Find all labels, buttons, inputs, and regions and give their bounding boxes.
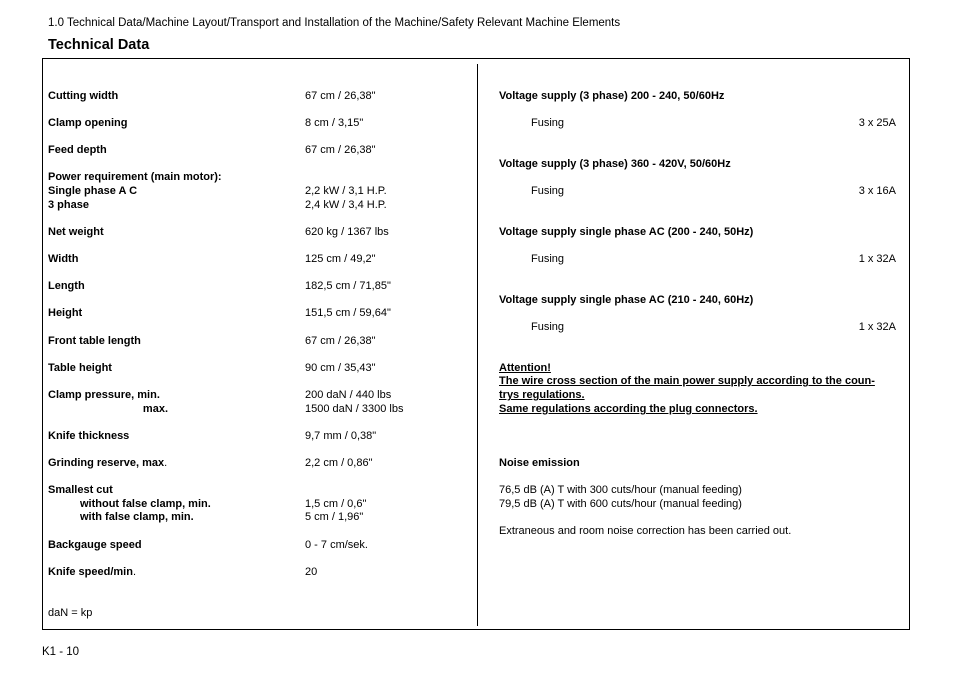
spec-label-with-false-clamp: with false clamp, min. <box>80 511 194 523</box>
spec-label-cutting-width: Cutting width <box>48 90 119 102</box>
spec-value-height: 151,5 cm / 59,64" <box>305 307 391 319</box>
spec-label-three-phase: 3 phase <box>48 199 89 211</box>
breadcrumb: 1.0 Technical Data/Machine Layout/Transport and Installation of the Machine/Safety Relevant Machine Elements <box>48 17 621 29</box>
spec-label-without-false-clamp: without false clamp, min. <box>80 498 211 510</box>
spec-label-length: Length <box>48 280 85 292</box>
spec-value-net-weight: 620 kg / 1367 lbs <box>305 226 389 238</box>
footnote-dan-kp: daN = kp <box>48 607 93 619</box>
spec-value-cutting-width: 67 cm / 26,38" <box>305 90 376 102</box>
spec-value-length: 182,5 cm / 71,85" <box>305 280 391 292</box>
spec-label-clamp-pressure-min: Clamp pressure, min. <box>48 389 160 401</box>
fusing-value-3: 1 x 32A <box>858 253 896 265</box>
noise-line-1: 76,5 dB (A) T with 300 cuts/hour (manual feeding) <box>499 484 742 496</box>
spec-value-width: 125 cm / 49,2" <box>305 253 376 265</box>
spec-label-net-weight: Net weight <box>48 226 104 238</box>
voltage-supply-label-1: Voltage supply (3 phase) 200 - 240, 50/60Hz <box>499 90 725 102</box>
spec-label-grinding-reserve: Grinding reserve, max. <box>48 457 168 469</box>
spec-value-single-phase: 2,2 kW / 3,1 H.P. <box>305 185 387 197</box>
fusing-value-4: 1 x 32A <box>858 321 896 333</box>
fusing-label-4: Fusing <box>531 321 565 333</box>
noise-line-2: 79,5 dB (A) T with 600 cuts/hour (manual feeding) <box>499 498 742 510</box>
spec-label-knife-speed: Knife speed/min. <box>48 566 137 578</box>
spec-value-feed-depth: 67 cm / 26,38" <box>305 144 376 156</box>
page-number: K1 - 10 <box>42 646 80 658</box>
voltage-supply-label-3: Voltage supply single phase AC (200 - 240, 50Hz) <box>499 226 754 238</box>
spec-value-grinding-reserve: 2,2 cm / 0,86" <box>305 457 373 469</box>
spec-label-width: Width <box>48 253 79 265</box>
spec-label-backgauge-speed: Backgauge speed <box>48 539 142 551</box>
voltage-supply-label-2: Voltage supply (3 phase) 360 - 420V, 50/60Hz <box>499 158 731 170</box>
spec-value-without-false-clamp: 1,5 cm / 0,6" <box>305 498 367 510</box>
spec-value-with-false-clamp: 5 cm / 1,96" <box>305 511 364 523</box>
spec-value-clamp-pressure-min: 200 daN / 440 lbs <box>305 389 392 401</box>
spec-value-table-height: 90 cm / 35,43" <box>305 362 376 374</box>
spec-label-power-requirement: Power requirement (main motor): <box>48 171 222 183</box>
fusing-label-2: Fusing <box>531 185 565 197</box>
spec-label-height: Height <box>48 307 83 319</box>
fusing-label-3: Fusing <box>531 253 565 265</box>
spec-label-clamp-opening: Clamp opening <box>48 117 128 129</box>
spec-label-feed-depth: Feed depth <box>48 144 107 156</box>
fusing-value-1: 3 x 25A <box>858 117 896 129</box>
fusing-label-1: Fusing <box>531 117 565 129</box>
spec-value-three-phase: 2,4 kW / 3,4 H.P. <box>305 199 387 211</box>
spec-label-single-phase: Single phase A C <box>48 185 138 197</box>
page-title: Technical Data <box>48 37 150 53</box>
spec-frame <box>42 58 910 630</box>
spec-value-backgauge-speed: 0 - 7 cm/sek. <box>305 539 368 551</box>
spec-label-knife-thickness: Knife thickness <box>48 430 130 442</box>
fusing-value-2: 3 x 16A <box>858 185 896 197</box>
spec-value-clamp-pressure-max: 1500 daN / 3300 lbs <box>305 403 404 415</box>
spec-value-knife-speed: 20 <box>305 566 318 578</box>
column-divider <box>477 64 478 626</box>
attention-line-3: Same regulations according the plug connectors. <box>499 403 758 415</box>
noise-correction-note: Extraneous and room noise correction has been carried out. <box>499 525 792 537</box>
spec-label-front-table-length: Front table length <box>48 335 141 347</box>
spec-value-front-table-length: 67 cm / 26,38" <box>305 335 376 347</box>
attention-line-2: trys regulations. <box>499 389 585 401</box>
spec-label-table-height: Table height <box>48 362 112 374</box>
voltage-supply-label-4: Voltage supply single phase AC (210 - 240, 60Hz) <box>499 294 754 306</box>
attention-line-1: The wire cross section of the main power supply according to the coun- <box>499 375 875 387</box>
spec-label-smallest-cut: Smallest cut <box>48 484 113 496</box>
attention-title: Attention! <box>499 362 551 374</box>
spec-label-clamp-pressure-max: max. <box>142 403 168 415</box>
spec-value-knife-thickness: 9,7 mm / 0,38" <box>305 430 377 442</box>
noise-emission-title: Noise emission <box>499 457 580 469</box>
spec-value-clamp-opening: 8 cm / 3,15" <box>305 117 364 129</box>
